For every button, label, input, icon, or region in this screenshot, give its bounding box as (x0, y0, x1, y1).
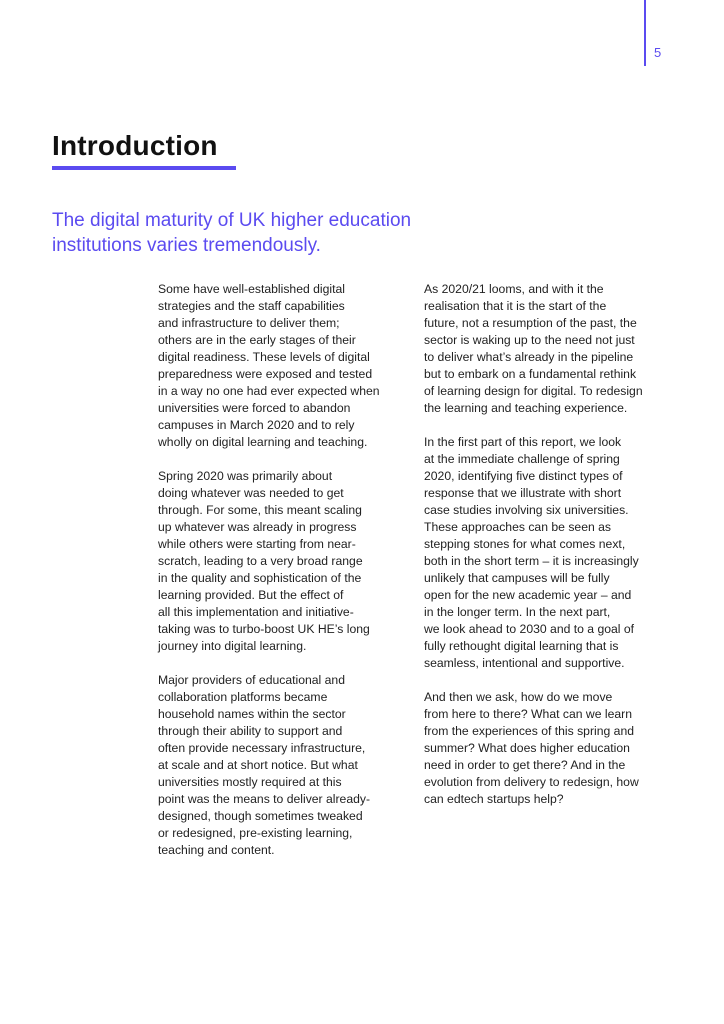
body-text-line: seamless, intentional and supportive. (424, 656, 625, 670)
body-text-line: unlikely that campuses will be fully (424, 571, 610, 585)
body-text-line: need in order to get there? And in the (424, 758, 626, 772)
body-text-line: case studies involving six universities. (424, 503, 629, 517)
body-text-line: but to embark on a fundamental rethink (424, 367, 637, 381)
body-text-line: preparedness were exposed and tested (158, 367, 373, 381)
body-text-line: future, not a resumption of the past, the (424, 316, 637, 330)
body-text-line: campuses in March 2020 and to rely (158, 418, 355, 432)
body-paragraph (158, 672, 416, 859)
body-text-line: Spring 2020 was primarily about (158, 469, 333, 483)
body-text-line: in a way no one had ever expected when (158, 384, 380, 398)
body-text-line: journey into digital learning. (158, 639, 307, 653)
body-text-line: to deliver what’s already in the pipeline (424, 350, 634, 364)
body-text-line: can edtech startups help? (424, 792, 564, 806)
body-text-line: all this implementation and initiative- (158, 605, 354, 619)
body-text-line: at scale and at short notice. But what (158, 758, 358, 772)
body-text-line: response that we illustrate with short (424, 486, 622, 500)
body-text-line: learning provided. But the effect of (158, 588, 344, 602)
subtitle (52, 208, 512, 258)
body-text-line: Some have well-established digital (158, 282, 345, 296)
body-text-line: fully rethought digital learning that is (424, 639, 619, 653)
body-text-line: designed, though sometimes tweaked (158, 809, 363, 823)
body-text-line: in the longer term. In the next part, (424, 605, 611, 619)
body-text-line: through. For some, this meant scaling (158, 503, 362, 517)
body-paragraph (158, 468, 416, 655)
body-text-line: often provide necessary infrastructure, (158, 741, 366, 755)
body-text-line: taking was to turbo-boost UK HE’s long (158, 622, 370, 636)
body-text-line: These approaches can be seen as (424, 520, 612, 534)
body-text-line: wholly on digital learning and teaching. (158, 435, 368, 449)
body-text-line: 2020, identifying five distinct types of (424, 469, 623, 483)
body-text-line: digital readiness. These levels of digital (158, 350, 370, 364)
body-text-line: the learning and teaching experience. (424, 401, 628, 415)
body-text-line: of learning design for digital. To redesign (424, 384, 643, 398)
body-text-line: from here to there? What can we learn (424, 707, 632, 721)
body-text-line: And then we ask, how do we move (424, 690, 613, 704)
body-text-line: and infrastructure to deliver them; (158, 316, 340, 330)
body-text-line: others are in the early stages of their (158, 333, 356, 347)
body-text-line: realisation that it is the start of the (424, 299, 607, 313)
page-number: 5 (654, 45, 662, 60)
body-paragraph (424, 689, 682, 808)
body-text-line: Major providers of educational and (158, 673, 345, 687)
body-text-line: scratch, leading to a very broad range (158, 554, 363, 568)
body-paragraph (424, 281, 682, 417)
body-text-line: through their ability to support and (158, 724, 343, 738)
body-text-line: summer? What does higher education (424, 741, 630, 755)
body-text-line: strategies and the staff capabilities (158, 299, 345, 313)
body-paragraph (424, 434, 682, 672)
body-text-line: universities mostly required at this (158, 775, 342, 789)
body-text-line: In the first part of this report, we look (424, 435, 622, 449)
body-text-line: household names within the sector (158, 707, 346, 721)
page-title: Introduction (52, 130, 218, 161)
body-text-line: collaboration platforms became (158, 690, 328, 704)
title-underline (52, 166, 236, 170)
body-text-line: sector is waking up to the need not just (424, 333, 635, 347)
body-column-left (158, 281, 416, 876)
body-text-line: at the immediate challenge of spring (424, 452, 620, 466)
body-text-line: in the quality and sophistication of the (158, 571, 362, 585)
body-text-line: from the experiences of this spring and (424, 724, 635, 738)
subtitle-line: institutions varies tremendously. (52, 235, 321, 256)
body-text-line: or redesigned, pre-existing learning, (158, 826, 353, 840)
body-text-line: As 2020/21 looms, and with it the (424, 282, 604, 296)
body-paragraph (158, 281, 416, 451)
body-text-line: teaching and content. (158, 843, 275, 857)
body-text-line: doing whatever was needed to get (158, 486, 344, 500)
body-text-line: evolution from delivery to redesign, how (424, 775, 639, 789)
body-text-line: universities were forced to abandon (158, 401, 351, 415)
body-text-line: point was the means to deliver already- (158, 792, 371, 806)
body-text-line: both in the short term – it is increasingly (424, 554, 639, 568)
page-number-rule (644, 0, 646, 66)
body-column-right (424, 281, 682, 825)
body-text-line: stepping stones for what comes next, (424, 537, 626, 551)
body-text-line: while others were starting from near- (158, 537, 356, 551)
body-text-line: we look ahead to 2030 and to a goal of (424, 622, 635, 636)
body-text-line: open for the new academic year – and (424, 588, 632, 602)
body-text-line: up whatever was already in progress (158, 520, 357, 534)
subtitle-line: The digital maturity of UK higher education (52, 210, 412, 231)
